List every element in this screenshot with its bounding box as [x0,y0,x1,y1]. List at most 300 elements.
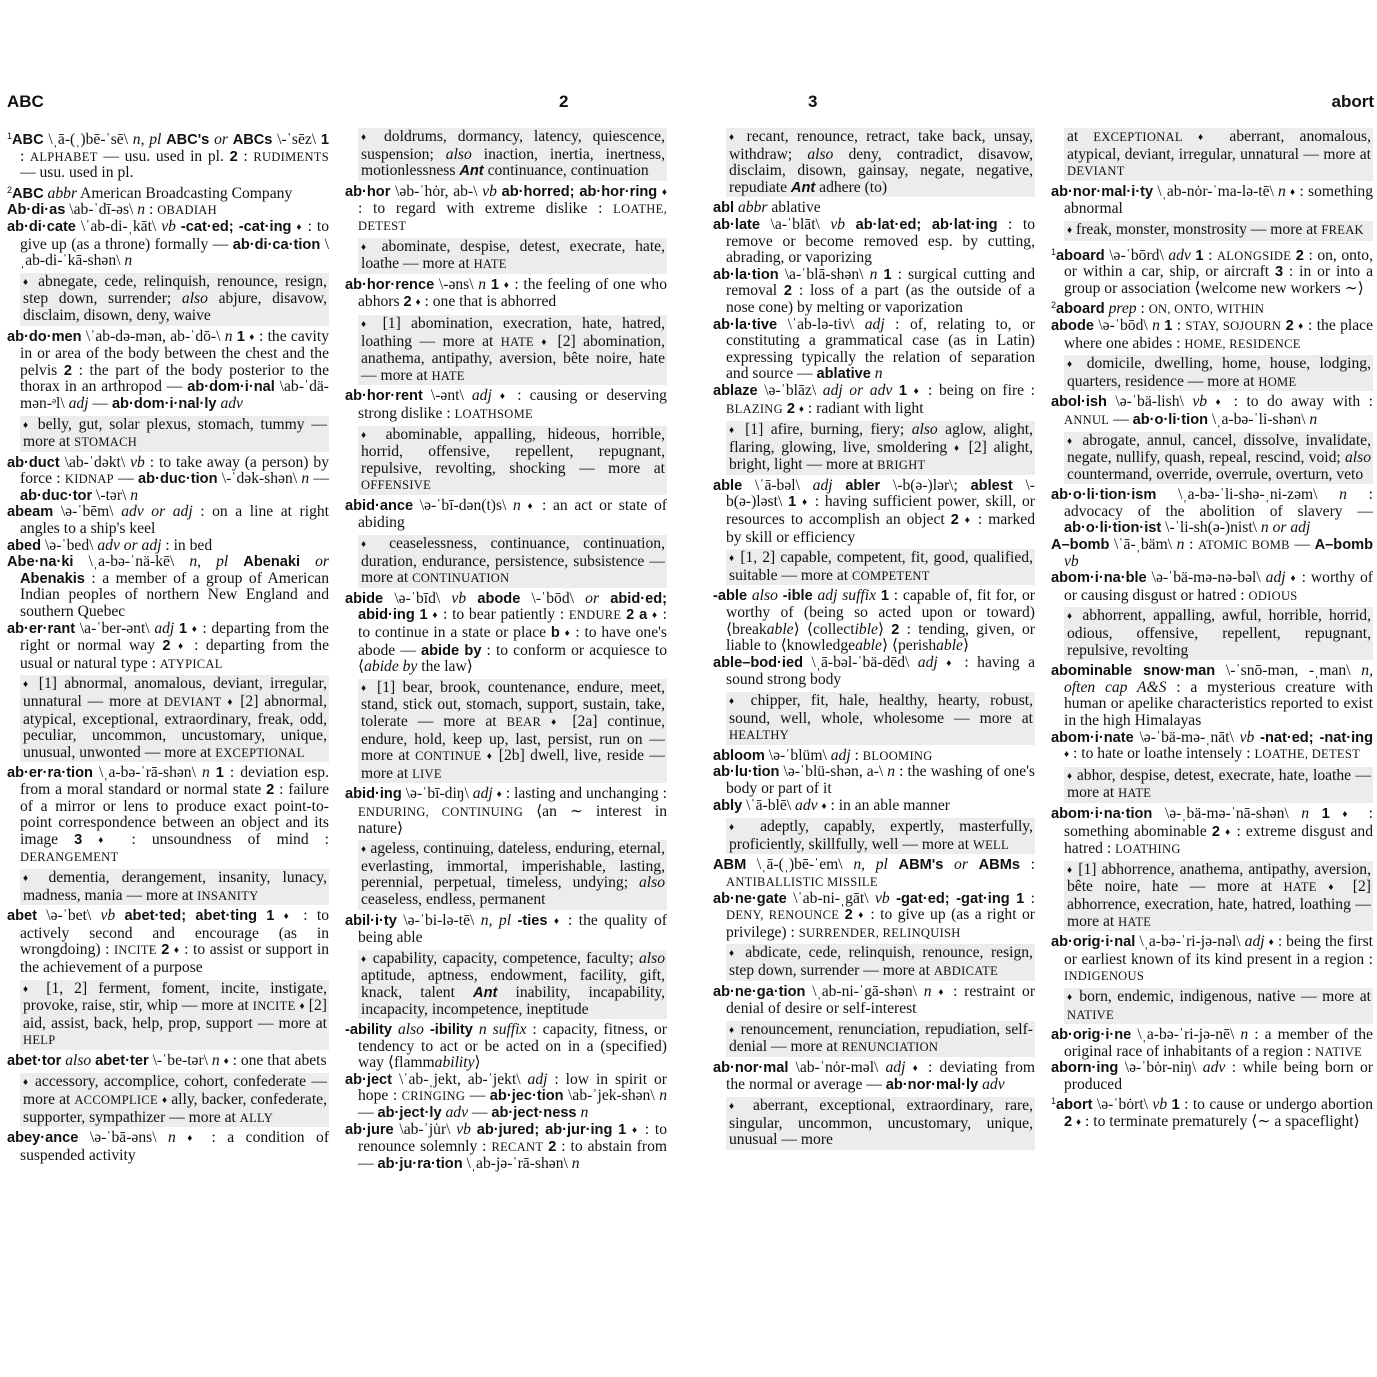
dictionary-entry [345,1122,667,1173]
bold-form: ab·horred; ab·hor·ring [501,183,658,200]
dictionary-column-4 [1051,128,1373,1132]
cross-reference: HOME [1258,374,1297,389]
cross-reference: CONTINUE [415,749,482,764]
text: chipper, fit, hale, healthy, hearty, robust, sound, well, whole, wholesome — more at [729,692,1033,727]
synonym-diamond-icon: ♦ [1268,937,1274,949]
bold-form: 2 [1064,1114,1073,1131]
text [938,654,946,671]
text: \ˌab-ni-ˈgā-shən\ [805,982,924,1000]
text: : surgical cutting and removal [726,265,1035,300]
synonym-diamond-icon: ♦ [729,425,738,437]
synonym-diamond-icon: ♦ [651,610,658,622]
synonym-diamond-icon: ♦ [98,834,116,846]
text: — usu. used in pl. [20,164,134,182]
synonym-diamond-icon: ♦ [361,429,374,441]
headword: A–bomb [1051,537,1110,554]
text: \ˈā-blē\ [742,796,796,814]
cross-reference: HATE [1283,880,1317,895]
text: \ab-ˈdəkt\ [59,453,131,471]
italic-label: n [923,982,932,1000]
text: — [309,470,330,488]
synonym-diamond-icon: ♦ [801,497,809,509]
italic-label: prep [1108,300,1137,318]
text: : to terminate prematurely ⟨∼ a spaceflight⟩ [1081,1113,1360,1131]
synonym-diamond-icon: ♦ [432,610,439,622]
synonym-diamond-icon: ♦ [953,442,962,454]
cross-reference: BRIGHT [877,458,926,473]
text: — [113,470,139,488]
bold-form: 2 [63,362,72,379]
cross-reference: LIVE [412,766,442,781]
synonym-diamond-icon: ♦ [1342,808,1357,820]
text: abrogate, annul, cancel, dissolve, invalidate, negate, nullify, quash, repeal, rescind, void; [1067,431,1371,467]
text: recant, renounce, retract, take back, unsay, withdraw; [729,128,1033,163]
text: : to renounce solemnly : [358,1120,667,1156]
cross-reference: COMPETENT [851,568,930,583]
bold-form: abet·ted; abet·ting [124,908,258,925]
cross-reference: ATYPICAL [159,656,223,671]
bold-form: ablative [816,366,871,383]
text: — [468,1104,492,1122]
dictionary-entry [713,200,1035,217]
bold-form: 2 [162,638,171,655]
bold-form: -ties [517,912,548,929]
synonym-diamond-icon: ♦ [527,500,536,512]
text: ⟩ ⟨perish [881,637,937,655]
italic-label: n or adj [1260,519,1311,537]
cross-reference: OBADIAH [157,203,217,218]
text: : capable of, fit for, or worthy of (being so acted upon or toward) ⟨break [726,587,1035,638]
dictionary-entry [1051,730,1373,764]
headword: abet [7,908,38,925]
italic-label: n [1152,316,1160,334]
text: \ə-ˈblüm\ [764,746,831,764]
text: \ə-ˈbi-lə-tē\ [396,911,481,929]
text: : departing from the usual or natural type : [20,637,329,672]
synonym-box [358,238,667,274]
text: abominate, despise, detest, execrate, hate, loathe — more at [361,237,665,273]
text: abominable, appalling, hideous, horrible, horrid, offensive, repellent, repugnant, repulsive, revolting, shocking — more at [361,425,665,477]
italic-label: n [1240,1026,1249,1044]
text: : a mysterious creature with human or apelike characteristics reported to exist in the high Himalayas [1064,678,1373,729]
text: aberrant, exceptional, extraordinary, rare, singular, uncommon, uncustomary, unique, unusual — more [729,1097,1034,1149]
synonym-diamond-icon: ♦ [729,822,746,834]
text: \ə-ˈbed\ [41,536,98,554]
text: [1, 2] capable, competent, fit, good, qualified, suitable — more at [729,549,1034,584]
bold-form: 1 [898,382,908,399]
dictionary-entry [7,765,329,866]
text: : in an able manner [826,796,950,814]
headword: abode [1051,317,1094,334]
italic-label: also [639,874,665,892]
bold-form: ab·o·li·tion [1132,411,1209,428]
bold-form: ab·ject·ly [377,1105,442,1122]
italic-label: n [887,763,896,781]
synonym-diamond-icon: ♦ [486,751,494,763]
text [171,637,178,654]
text: ceaselessness, continuance, continuation, duration, endurance, persistence, subsistence — more at [361,535,665,587]
text: \ə-ˌbä-mə-ˈnā-shən\ [1152,804,1302,822]
cross-reference: STOMACH [74,435,138,450]
bold-form: 1 [215,765,224,782]
text: ⟩ [877,620,892,638]
headword: abid·ing [345,786,402,803]
text: \ə-ˈbȯrt\ [1092,1096,1153,1114]
dictionary-entry [7,1130,329,1164]
dictionary-entry [7,455,329,505]
text: : to have one's abode — [358,624,668,659]
text: \ə-ˈbōrd\ [1104,246,1169,264]
dictionary-column-3 [713,128,1035,1153]
text [257,907,266,924]
cross-reference: WELL [972,837,1009,852]
dictionary-entry [713,217,1035,267]
synonym-box [1064,432,1373,485]
text: \ˈab-di-ˌkāt\ [75,217,162,235]
italic-label: able [855,637,882,655]
headword: ab·duct [7,454,60,471]
text: \ə-ˈblü-shən, a-\ [779,763,888,781]
cross-reference: HELP [23,1033,56,1048]
dictionary-entry [345,277,667,312]
synonym-diamond-icon: ♦ [23,983,36,995]
text: \ə-ˈbȯr-niŋ\ [1118,1059,1203,1077]
text: — [1289,536,1315,554]
text: \-əns\ [434,275,479,293]
text: \ə-ˈbī-dən(t)s\ [413,496,514,514]
homograph-number: 2 [1051,300,1057,311]
italic-label: adv [1202,1059,1226,1077]
synonym-diamond-icon: ♦ [1067,611,1076,623]
text: \ˌa-bə-ˈli-shə-ˌni-zəm\ [1156,486,1340,504]
synonym-diamond-icon: ♦ [541,336,551,348]
text: \ˌā-(ˌ)bē-ˈsē\ [43,131,133,148]
synonym-diamond-icon: ♦ [1225,826,1232,838]
dictionary-entry [345,1022,667,1072]
cross-reference: DEVIANT [1067,164,1125,179]
italic-label: adv [982,1076,1005,1094]
cross-reference: ANNUL [1064,412,1110,427]
text [907,382,914,399]
dictionary-entry [1051,297,1373,318]
headword: ab·orig·i·nal [1051,934,1136,951]
synonym-box [726,944,1035,980]
italic-label: adv [445,1104,468,1122]
text: : being on fire : [921,381,1035,399]
dictionary-entry [345,498,667,532]
bold-form: 2 [403,294,412,311]
italic-label: adj or adv [822,381,893,399]
text: \ab-ˈju̇r\ [393,1120,457,1138]
text [274,907,283,924]
italic-label: also [445,145,472,163]
dictionary-entry [1051,1027,1373,1060]
text [943,856,954,873]
synonym-diamond-icon: ♦ [299,1001,305,1013]
cross-reference: ANTIBALLISTIC MISSILE [726,874,878,889]
italic-label: adj [1244,933,1265,951]
text: [2b] dwell, live, reside — more at [361,747,666,782]
text: : a condition of suspended activity [20,1129,330,1164]
headword: ab·lu·tion [713,764,780,781]
text [845,216,855,233]
cross-reference: ODIOUS [1248,588,1298,603]
synonym-box [1064,355,1373,391]
synonym-diamond-icon: ♦ [361,132,374,143]
italic-label: abbr [738,199,768,217]
text: \ˌab-jə-ˈrā-shən\ [462,1154,572,1172]
text: : low in spirit or hope : [358,1070,667,1105]
headword: abeam [7,504,54,521]
text [892,382,899,399]
dictionary-entry [1051,934,1373,985]
italic-label: n [571,1154,580,1172]
text: aberrant, anomalous, atypical, deviant, irregular, unnatural — more at [1067,128,1371,163]
text [1207,393,1215,410]
cross-reference: CRINGING [401,1089,466,1104]
synonym-diamond-icon: ♦ [1064,749,1070,761]
cross-reference: HATE [1118,786,1152,801]
cross-reference: RECANT [491,1140,544,1155]
text: : on, onto, or within a car, ship, or aircraft [1064,246,1373,281]
synonym-diamond-icon: ♦ [1067,224,1073,236]
synonym-box [726,1097,1035,1150]
text: ⟩ ⟨collect [793,620,855,638]
headword: ab·orig·i·ne [1051,1027,1132,1044]
italic-label: n, often cap A&S [1064,662,1373,696]
synonym-box [358,950,667,1019]
synonym-diamond-icon: ♦ [1290,573,1297,585]
text: abdicate, cede, relinquish, renounce, resign, step down, surrender — more at [729,944,1033,979]
text: \ə-ˈbōd\ [1093,316,1153,334]
italic-label: adj [68,394,89,412]
italic-label: ible [854,620,878,638]
text: \ə-ˈbä-mə-nə-bəl\ [1146,569,1266,587]
bold-form: 1 [1016,890,1025,907]
synonym-diamond-icon: ♦ [23,276,32,288]
text: : having sufficient power, skill, or resources to accomplish an object [726,493,1035,529]
synonym-diamond-icon: ♦ [729,553,736,565]
synonym-box [726,421,1035,475]
dictionary-entry [345,913,667,947]
dictionary-entry [345,786,667,837]
bold-form: 3 [74,831,83,848]
bold-form: 1 [618,1121,627,1138]
text: — [88,394,112,412]
synonym-box [20,869,329,905]
text: : a member of the original race of inhabitants of a region : [1064,1026,1373,1060]
dictionary-entry [1051,1060,1373,1093]
text: : to cause or undergo abortion [1179,1096,1374,1114]
italic-label: also [397,1021,424,1039]
text: ⟩ [474,1054,481,1072]
italic-label: adv or adj [97,536,162,554]
text: \ə-ˈbā-əns\ [78,1129,169,1147]
bold-form: 1 [266,908,275,925]
italic-label: adj [917,653,938,671]
synonym-box [358,679,667,784]
dictionary-entry [1051,663,1373,729]
text [1183,128,1198,145]
bold-form: 2 [266,781,275,798]
text: \ab-ˈnȯr-məl\ [788,1058,886,1076]
synonym-diamond-icon: ♦ [23,679,32,691]
italic-label: vb [130,453,145,471]
cross-reference: INDIGENOUS [1064,969,1145,984]
text: \ə-ˈbī-diŋ\ [401,785,473,803]
italic-label: abide by [364,658,418,676]
headword: ABCs [232,132,273,148]
bold-form: 1 [1195,247,1204,264]
bold-form: 1 [1321,805,1330,822]
synonym-diamond-icon: ♦ [415,297,421,309]
synonym-box [20,1073,329,1127]
text: at [1067,128,1094,145]
text: [1] afire, burning, fiery; [737,421,912,439]
cross-reference: NATIVE [1315,1044,1363,1059]
italic-label: adj [812,476,833,494]
text: ageless, continuing, dateless, enduring, eternal, everlasting, immortal, imperishable, lasting, perennial, perpetual, timeless, undying; [361,840,665,892]
bold-form: 2 [786,400,795,417]
text: domicile, dwelling, home, house, lodging, quarters, residence — more at [1067,355,1371,390]
synonym-box [1064,988,1373,1024]
text [1330,805,1343,822]
bold-form: 1 [490,276,499,293]
text: \ə-ˈbä-mə-ˌnāt\ [1133,728,1240,746]
dictionary-entry [7,621,329,673]
headword: ab·la·tion [713,266,779,283]
text: : the washing of one's body or part of it [726,763,1036,797]
text: abhorrent, appalling, awful, horrible, horrid, odious, offensive, repellent, repugnant, repulsive, revolting [1067,607,1371,659]
cross-reference: DEVIANT [163,695,222,709]
cross-reference: LOATHE, DETEST [358,202,667,233]
cross-reference: NATIVE [1067,1007,1114,1022]
headword: abid·ance [345,497,414,514]
italic-label: vb [482,182,497,200]
dictionary-entry [713,764,1035,797]
dictionary-entry [1051,570,1373,604]
text: abjure, disavow, disclaim, disown, deny, waive [23,290,327,324]
cross-reference: SURRENDER, RELINQUISH [798,925,961,940]
italic-label: n [301,470,310,488]
italic-label: n [137,201,146,219]
synonym-box [20,675,329,762]
dictionary-entry [713,1060,1035,1094]
text: doldrums, dormancy, latency, quiescence, suspension; [361,128,665,163]
italic-label: also [911,421,938,439]
synonym-diamond-icon: ♦ [632,1124,640,1136]
bold-form: 2 [844,907,853,924]
synonym-diamond-icon: ♦ [227,697,235,708]
text: \ə-ˈbēm\ [53,503,122,521]
italic-label: vb [1192,393,1208,411]
synonym-diamond-icon: ♦ [858,910,865,922]
headword: able–bod·ied [713,654,804,671]
homograph-number: 1 [1051,1096,1057,1107]
synonym-diamond-icon: ♦ [361,539,376,551]
bold-form: ab·o·li·tion·ist [1064,520,1162,537]
text: : to take away (a person) by force : [20,453,329,488]
text: \ˌa-bə-ˈri-jə-nəl\ [1135,933,1245,951]
dictionary-entry [7,554,329,620]
cross-reference: BLAZING [726,401,783,416]
bold-form: 1 [419,607,428,624]
text: : advocacy of the abolition of slavery — [1064,486,1373,520]
headword: ab·ne·ga·tion [713,983,806,1000]
text: : extreme disgust and hatred : [1064,822,1373,858]
headword: -ibility [429,1022,473,1039]
headword: ab·ject [345,1071,393,1088]
italic-label: adj [864,315,885,333]
headword: ably [713,797,743,814]
cross-reference: ATOMIC BOMB [1198,538,1290,553]
synonym-diamond-icon: ♦ [503,279,510,291]
italic-label: adj [1265,569,1286,587]
bold-form: ablest [970,477,1013,494]
italic-label: n [1309,410,1318,428]
cross-reference: EXCEPTIONAL [1093,130,1183,144]
text [300,553,315,570]
cross-reference: OFFENSIVE [361,478,432,493]
synonym-diamond-icon: ♦ [361,682,370,694]
bold-form: ab·jec·tion [489,1088,564,1105]
text: continuance, continuation [483,162,649,180]
italic-label: vb [1152,1096,1168,1114]
headword: able [713,477,743,494]
bold-form: ab·ju·ra·tion [377,1155,463,1172]
italic-label: adj [472,785,493,803]
text: : [237,147,254,165]
headword: abort [1056,1097,1093,1114]
italic-label: n, pl [132,131,162,148]
text: inaction, inertia, inertness, motionlessness [361,145,665,180]
synonym-diamond-icon: ♦ [729,696,741,707]
synonym-diamond-icon: ♦ [361,318,373,330]
text: accessory, accomplice, cohort, confederate — more at [23,1073,327,1109]
homograph-number: 1 [7,131,13,141]
text: : an act or state of abiding [358,496,667,532]
italic-label: vb [161,217,176,235]
headword: abol·ish [1051,394,1107,411]
synonym-diamond-icon: ♦ [553,915,562,927]
dictionary-entry [7,128,329,182]
bold-form: 1 [1171,1097,1180,1114]
cross-reference: ALLY [239,1110,274,1125]
italic-label: n [1278,182,1286,200]
headword: abom·i·na·tion [1051,805,1153,822]
text: : being the first or earliest known of its kind present in a region : [1064,933,1373,968]
dictionary-entry [345,388,667,422]
headword: abed [7,537,42,554]
italic-label: n [1339,486,1347,504]
text: [2] abhorrence, execration, hate, hatred, loathing — more at [1067,878,1371,930]
dictionary-entry [713,891,1035,942]
bold-form: ab·ject·ness [491,1105,577,1122]
synonym-diamond-icon: ♦ [1076,1117,1082,1129]
bold-form: 1 [178,620,188,637]
italic-label: n [478,275,487,293]
cross-reference: HOME, RESIDENCE [1184,336,1301,351]
bold-form: ab·nor·mal·ly [885,1077,979,1094]
dictionary-entry [1051,318,1373,352]
text: freak, monster, monstrosity — more at [1072,220,1322,238]
italic-label: n [1301,804,1310,822]
headword: aboard [1056,301,1105,318]
dictionary-entry [345,1072,667,1122]
text: inability, incapability, incapacity, incompetence, ineptitude [361,983,665,1018]
synonym-diamond-icon: ♦ [1067,864,1074,876]
dictionary-entry [1051,394,1373,428]
